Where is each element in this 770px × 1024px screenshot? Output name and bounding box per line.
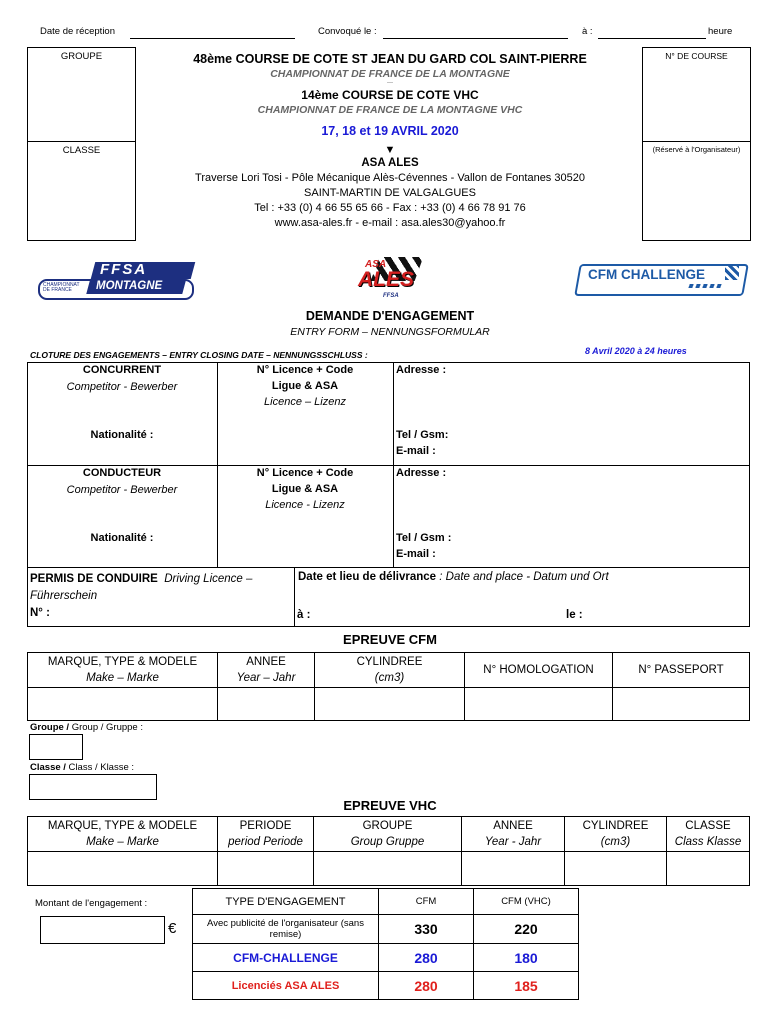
ffsa-logo-text: FFSA	[100, 261, 148, 278]
permis-divider	[294, 567, 295, 627]
vhc-header-cyl-sub: (cm3)	[600, 836, 631, 848]
heure-a-label: à :	[582, 26, 593, 37]
organizer-web: www.asa-ales.fr - e-mail : asa.ales30@yahoo.fr	[274, 217, 506, 229]
conducteur-subtitle: Competitor - Bewerber	[66, 484, 178, 496]
amount-input[interactable]	[40, 916, 165, 944]
organizer-phone: Tel : +33 (0) 4 66 55 65 66 - Fax : +33 (0) 4 66 78 91 76	[254, 202, 526, 214]
fees-table	[192, 888, 579, 1000]
cfm-make-input[interactable]	[28, 688, 218, 721]
concurrent-nationality[interactable]: Nationalité :	[90, 429, 154, 441]
event-dates: 17, 18 et 19 AVRIL 2020	[321, 124, 459, 138]
cfm-header-make	[28, 653, 218, 688]
separator: ---	[387, 80, 393, 86]
conducteur-address[interactable]: Adresse :	[396, 467, 447, 479]
course-number-label: N° DE COURSE	[665, 51, 728, 61]
vhc-period-input[interactable]	[218, 852, 314, 886]
cfm-header-year-label: ANNEE	[246, 656, 286, 668]
vhc-header-year-sub: Year - Jahr	[484, 836, 542, 848]
delivery-place[interactable]: à :	[297, 609, 311, 621]
vhc-header-period-sub: period Periode	[228, 836, 303, 848]
organizer-name: ASA ALES	[361, 157, 419, 169]
cfm-header-year	[218, 653, 315, 688]
col-divider-1	[217, 362, 218, 568]
delivery-date[interactable]: le :	[566, 609, 583, 621]
conducteur-licence-1: N° Licence + Code	[256, 467, 354, 479]
heure-label: heure	[708, 26, 733, 37]
conducteur-email[interactable]: E-mail :	[396, 548, 436, 560]
vhc-header-make-label: MARQUE, TYPE & MODELE	[47, 820, 198, 832]
fees-row-ales-label: Licenciés ASA ALES	[193, 972, 379, 1000]
delivery-label-sub: : Date and place - Datum und Ort	[439, 571, 609, 583]
fees-row-standard-cfm: 330	[379, 915, 474, 944]
vhc-cyl-input[interactable]	[565, 852, 667, 886]
entrant-divider	[27, 465, 750, 466]
fees-row-challenge-label: CFM-CHALLENGE	[193, 944, 379, 972]
permis-number[interactable]: N° :	[30, 607, 50, 619]
organizer-address-1: Traverse Lori Tosi - Pôle Mécanique Alès-Cévennes - Vallon de Fontanes 30520	[195, 172, 585, 184]
form-title: DEMANDE D'ENGAGEMENT	[305, 309, 475, 323]
concurrent-tel[interactable]: Tel / Gsm:	[396, 429, 449, 441]
classe-field-rest: Class / Klasse :	[65, 762, 135, 773]
fees-row-challenge-cfm: 280	[379, 944, 474, 972]
groupe-input[interactable]	[29, 734, 83, 760]
amount-label: Montant de l'engagement :	[35, 898, 148, 909]
cfm-cyl-input[interactable]	[315, 688, 465, 721]
vhc-header-group-label: GROUPE	[362, 820, 413, 832]
concurrent-title: CONCURRENT	[82, 364, 162, 376]
cfm-header-make-label: MARQUE, TYPE & MODELE	[47, 656, 198, 668]
asa-logo-text: ALES	[358, 268, 415, 291]
organizer-reserved-label: (Réservé à l'Organisateur)	[652, 145, 741, 154]
fees-row-ales-vhc: 185	[474, 972, 579, 1000]
fees-row-standard-vhc: 220	[474, 915, 579, 944]
conducteur-nationality[interactable]: Nationalité :	[90, 532, 154, 544]
cfm-table	[27, 652, 750, 721]
cfm-year-input[interactable]	[218, 688, 315, 721]
cfm-header-year-sub: Year – Jahr	[236, 672, 296, 684]
course-number-box[interactable]	[642, 47, 751, 142]
classe-box-label: CLASSE	[62, 145, 101, 156]
heure-field[interactable]	[598, 38, 706, 39]
vhc-header-make-sub: Make – Marke	[86, 836, 159, 848]
fees-row-standard-label: Avec publicité de l'organisateur (sans remise)	[193, 915, 379, 944]
conducteur-title: CONDUCTEUR	[82, 467, 162, 479]
vhc-header-year	[462, 817, 565, 852]
cfm-section-title: EPREUVE CFM	[343, 632, 437, 647]
cfm-header-cyl-label: CYLINDREE	[356, 656, 423, 668]
conducteur-licence-3: Licence - Lizenz	[265, 499, 345, 511]
vhc-header-period	[218, 817, 314, 852]
classe-box[interactable]	[27, 141, 136, 241]
cfm-header-make-sub: Make – Marke	[86, 672, 159, 684]
vhc-header-year-label: ANNEE	[493, 820, 533, 832]
classe-input[interactable]	[29, 774, 157, 800]
asa-logo-bottom: FFSA	[383, 293, 399, 299]
closing-label: CLOTURE DES ENGAGEMENTS – ENTRY CLOSING DATE – NENNUNGSSCHLUSS :	[30, 350, 368, 360]
convoque-field[interactable]	[383, 38, 568, 39]
cfm-logo-text: CFM CHALLENGE	[588, 267, 705, 282]
vhc-header-class	[667, 817, 750, 852]
permis-label: PERMIS DE CONDUIRE	[30, 573, 158, 585]
vhc-header-group-sub: Group Gruppe	[350, 836, 425, 848]
permis-label-sub: Driving Licence –	[164, 573, 253, 585]
permis-label-sub2: Führerschein	[30, 590, 98, 602]
fees-header-vhc: CFM (VHC)	[474, 889, 579, 915]
cfm-homologation-input[interactable]	[465, 688, 613, 721]
vhc-group-input[interactable]	[314, 852, 462, 886]
event-title-1: 48ème COURSE DE COTE ST JEAN DU GARD COL SAINT-PIERRE	[193, 52, 587, 66]
vhc-header-period-label: PERIODE	[239, 820, 292, 832]
arrow-down-icon: ▼	[384, 144, 396, 156]
asa-ales-logo	[353, 257, 425, 302]
delivery-label: Date et lieu de délivrance	[298, 571, 437, 583]
vhc-header-cyl-label: CYLINDREE	[582, 820, 649, 832]
conducteur-tel[interactable]: Tel / Gsm :	[396, 532, 452, 544]
closing-date: 8 Avril 2020 à 24 heures	[585, 346, 687, 356]
concurrent-licence-3: Licence – Lizenz	[264, 396, 346, 408]
date-reception-field[interactable]	[130, 38, 295, 39]
cfm-header-cyl	[315, 653, 465, 688]
fees-header-cfm: CFM	[379, 889, 474, 915]
organizer-address-2: SAINT-MARTIN DE VALGALGUES	[304, 187, 476, 199]
concurrent-address[interactable]: Adresse :	[396, 364, 447, 376]
cfm-challenge-logo	[577, 264, 747, 296]
groupe-box[interactable]	[27, 47, 136, 142]
speed-stripes-icon	[688, 284, 721, 288]
concurrent-licence-1: N° Licence + Code	[256, 364, 354, 376]
ffsa-logo-sub1: CHAMPIONNAT DE FRANCE	[43, 282, 80, 293]
organizer-reserved-box[interactable]	[642, 141, 751, 241]
vhc-header-group	[314, 817, 462, 852]
cfm-header-cyl-sub: (cm3)	[374, 672, 405, 684]
vhc-header-class-sub: Class Klasse	[674, 836, 742, 848]
classe-field-bold: Classe /	[30, 762, 66, 773]
event-title-2: 14ème COURSE DE COTE VHC	[301, 88, 479, 102]
groupe-field-bold: Groupe /	[30, 722, 70, 733]
concurrent-licence-2: Ligue & ASA	[271, 380, 339, 392]
fees-row-challenge-vhc: 180	[474, 944, 579, 972]
concurrent-subtitle: Competitor - Bewerber	[66, 381, 178, 393]
groupe-box-label: GROUPE	[60, 51, 103, 62]
ffsa-logo-sub2: MONTAGNE	[96, 280, 163, 292]
conducteur-licence-2: Ligue & ASA	[271, 483, 339, 495]
fees-row-ales-cfm: 280	[379, 972, 474, 1000]
col-divider-2	[393, 362, 394, 568]
groupe-field-rest: Group / Gruppe :	[69, 722, 143, 733]
championship-1: CHAMPIONNAT DE FRANCE DE LA MONTAGNE	[270, 68, 510, 80]
vhc-header-make	[28, 817, 218, 852]
vhc-table	[27, 816, 750, 886]
cfm-header-homologation: N° HOMOLOGATION	[465, 653, 613, 688]
asa-logo-top: ASA	[365, 259, 387, 270]
fees-header-type: TYPE D'ENGAGEMENT	[193, 889, 379, 915]
cfm-header-passport: N° PASSEPORT	[613, 653, 750, 688]
vhc-section-title: EPREUVE VHC	[343, 798, 437, 813]
vhc-year-input[interactable]	[462, 852, 565, 886]
vhc-header-class-label: CLASSE	[685, 820, 731, 832]
convoque-label: Convoqué le :	[318, 26, 377, 37]
vhc-class-input[interactable]	[667, 852, 750, 886]
vhc-make-input[interactable]	[28, 852, 218, 886]
form-subtitle: ENTRY FORM – NENNUNGSFORMULAR	[290, 326, 490, 338]
championship-2: CHAMPIONNAT DE FRANCE DE LA MONTAGNE VHC	[257, 104, 523, 116]
euro-icon: €	[168, 920, 177, 937]
ffsa-montagne-logo	[38, 262, 196, 300]
cfm-passport-input[interactable]	[613, 688, 750, 721]
vhc-header-cyl	[565, 817, 667, 852]
concurrent-email[interactable]: E-mail :	[396, 445, 436, 457]
flag-icon	[725, 266, 739, 280]
date-reception-label: Date de réception	[40, 26, 115, 37]
